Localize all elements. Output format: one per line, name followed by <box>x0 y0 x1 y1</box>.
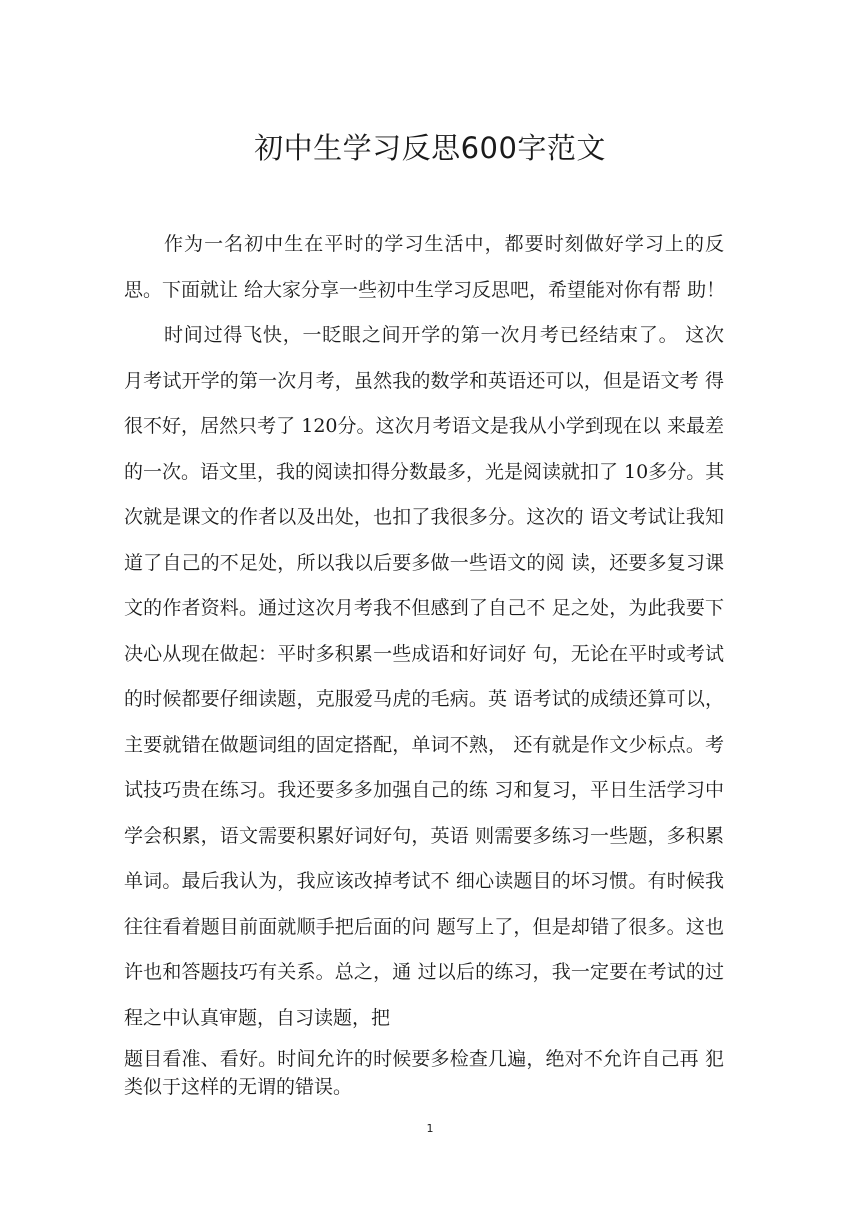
text-line: 月考试开学的第一次月考，虽然我的数学和英语还可以，但是语文考 得 <box>124 369 724 392</box>
body-text <box>124 222 724 1041</box>
text-line: 作为一名初中生在平时的学习生活中，都要时刻做好学习上的反 <box>164 233 724 255</box>
text-line: 程之中认真审题，自习读题，把 <box>124 1006 391 1029</box>
text-line: 题目看准、看好。时间允许的时候要多检查几遍，绝对不允许自己再 犯 <box>124 1048 724 1070</box>
text-line: 文的作者资料。通过这次月考我不但感到了自己不 足之处，为此我要下 <box>124 597 724 619</box>
text-line: 学会积累，语文需要积累好词好句，英语 则需要多练习一些题，多积累 <box>124 824 724 847</box>
text-line: 很不好，居然只考了 120分。这次月考语文是我从小学到现在以 来最差 <box>124 415 724 437</box>
text-line: 主要就错在做题词组的固定搭配，单词不熟， 还有就是作文少标点。考 <box>124 733 724 756</box>
text-line: 试技巧贵在练习。我还要多多加强自己的练 习和复习，平日生活学习中 <box>124 779 724 801</box>
page-number: 1 <box>426 1122 434 1135</box>
text-line: 次就是课文的作者以及出处，也扣了我很多分。这次的 语文考试让我知 <box>124 506 724 528</box>
text-line: 单词。最后我认为，我应该改掉考试不 细心读题目的坏习惯。有时候我 <box>124 870 724 892</box>
text-line: 类似于这样的无谓的错误。 <box>124 1076 353 1098</box>
document-title: 初中生学习反思600字范文 <box>254 131 606 165</box>
text-line: 许也和答题技巧有关系。总之，通 过以后的练习，我一定要在考试的过 <box>124 961 724 983</box>
text-line: 的一次。语文里，我的阅读扣得分数最多，光是阅读就扣了 10多分。其 <box>124 460 725 483</box>
text-line: 往往看着题目前面就顺手把后面的问 题写上了，但是却错了很多。这也 <box>124 915 724 938</box>
text-line: 时间过得飞快，一眨眼之间开学的第一次月考已经结束了。 这次 <box>164 324 724 346</box>
text-line: 思。下面就让 给大家分享一些初中生学习反思吧，希望能对你有帮 助！ <box>124 278 726 301</box>
text-line: 的时候都要仔细读题，克服爱马虎的毛病。英 语考试的成绩还算可以， <box>124 688 724 710</box>
text-line: 决心从现在做起：平时多积累一些成语和好词好 句，无论在平时或考试 <box>124 642 724 665</box>
body-text-continued <box>124 1045 724 1101</box>
text-line: 道了自己的不足处，所以我以后要多做一些语文的阅 读，还要多复习课 <box>124 551 724 574</box>
